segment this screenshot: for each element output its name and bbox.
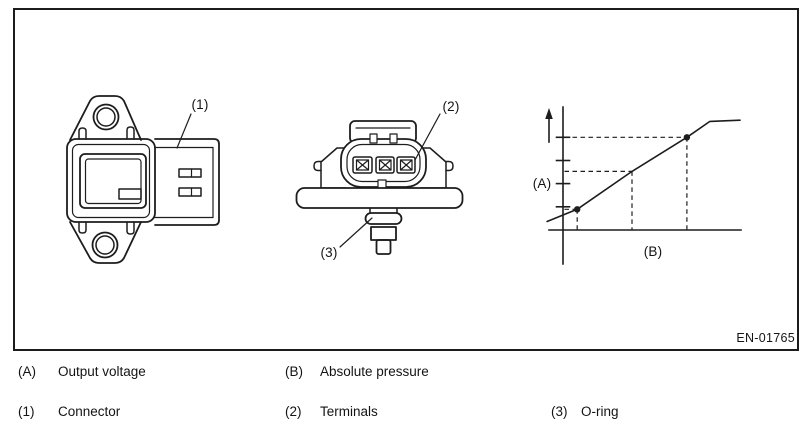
left-wing-tab bbox=[314, 162, 321, 171]
callout-1-leader bbox=[177, 114, 191, 148]
connector-slot-1 bbox=[179, 169, 201, 177]
sensor-window-outer bbox=[80, 154, 146, 208]
top-post-right bbox=[127, 127, 134, 139]
top-mounting-hole-inner bbox=[97, 108, 115, 126]
y-axis-label: (A) bbox=[532, 176, 552, 191]
port-tip bbox=[377, 240, 391, 254]
port-body bbox=[371, 227, 396, 240]
legend-item-output-voltage bbox=[18, 364, 146, 379]
sensor-window-slot bbox=[119, 189, 141, 199]
legend-label: Connector bbox=[58, 404, 121, 419]
right-wing-tab bbox=[446, 162, 453, 171]
legend-item-terminals bbox=[285, 404, 378, 419]
bottom-post-left bbox=[79, 222, 86, 233]
legend-label: Output voltage bbox=[58, 364, 146, 379]
legend-key: (B) bbox=[285, 364, 303, 379]
legend-key: (1) bbox=[18, 404, 35, 419]
connector-housing bbox=[155, 139, 219, 225]
marked-data-point bbox=[574, 206, 580, 212]
x-axis-label: (B) bbox=[643, 244, 663, 259]
callout-3-label: (3) bbox=[320, 245, 338, 260]
figure-ref-code: EN-01765 bbox=[736, 331, 795, 345]
bottom-post-right bbox=[127, 222, 134, 234]
bottom-mounting-hole-inner bbox=[96, 236, 114, 254]
callout-1-label: (1) bbox=[191, 97, 209, 112]
legend-key: (2) bbox=[285, 404, 302, 419]
sensor-front-view bbox=[67, 96, 219, 263]
legend-key: (A) bbox=[18, 364, 36, 379]
top-post-left bbox=[79, 128, 86, 139]
legend-label: Absolute pressure bbox=[320, 364, 429, 379]
dashed-projections bbox=[565, 137, 687, 230]
legend-key: (3) bbox=[551, 404, 568, 419]
callout-2-label: (2) bbox=[442, 99, 460, 114]
face-top-tab-left bbox=[370, 134, 377, 143]
legend-label: Terminals bbox=[320, 404, 378, 419]
sensor-connector-face-view bbox=[297, 114, 463, 254]
increase-arrow-head bbox=[545, 108, 553, 119]
callout-3-leader bbox=[340, 218, 372, 247]
legend-item-connector bbox=[18, 404, 120, 419]
top-mounting-ear bbox=[70, 96, 141, 140]
mounting-flange bbox=[297, 188, 463, 208]
legend-item-absolute-pressure bbox=[285, 364, 429, 379]
legend-label: O-ring bbox=[581, 404, 619, 419]
connector-slot-2 bbox=[179, 188, 201, 196]
sensor-body-inner-edge bbox=[73, 145, 150, 218]
face-top-tab-right bbox=[390, 134, 397, 143]
legend-item-oring bbox=[551, 404, 619, 419]
marked-data-point bbox=[684, 134, 690, 140]
sensor-window-inner bbox=[86, 159, 142, 204]
output-characteristic-graph bbox=[545, 107, 741, 264]
